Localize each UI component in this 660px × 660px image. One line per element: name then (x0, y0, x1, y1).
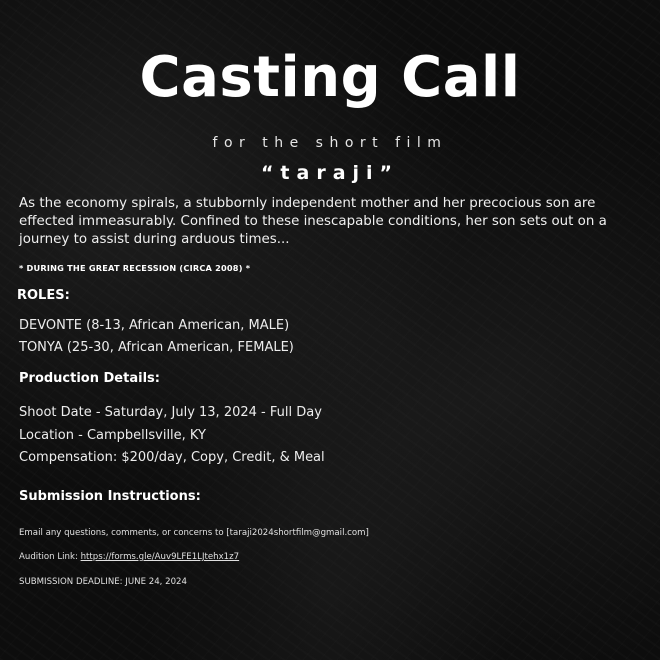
production-item-compensation: Compensation: $200/day, Copy, Credit, & Meal (19, 450, 325, 465)
audition-link[interactable]: https://forms.gle/Auv9LFE1LJtehx1z7 (80, 552, 240, 562)
production-item-shoot-date: Shoot Date - Saturday, July 13, 2024 - Full Day (19, 405, 322, 420)
synopsis: As the economy spirals, a stubbornly independent mother and her precocious son are effected immeasurably. Confined to these inescapable conditions, her son sets out on a journey to assist during arduous times... (19, 196, 607, 247)
film-name: “taraji” (260, 162, 400, 184)
poster-subtitle: for the short film (212, 135, 448, 151)
role-item: DEVONTE (8-13, African American, MALE) (19, 318, 290, 333)
poster-title: Casting Call (139, 45, 521, 110)
submission-deadline: SUBMISSION DEADLINE: JUNE 24, 2024 (19, 577, 187, 587)
email-instructions: Email any questions, comments, or concerns to [taraji2024shortfilm@gmail.com] (19, 528, 369, 538)
production-item-location: Location - Campbellsville, KY (19, 428, 206, 443)
audition-label: Audition Link: (19, 552, 81, 562)
audition-line (19, 552, 239, 562)
roles-heading: ROLES: (17, 288, 70, 303)
role-item: TONYA (25-30, African American, FEMALE) (19, 340, 294, 355)
production-heading: Production Details: (19, 371, 160, 386)
era-note: * DURING THE GREAT RECESSION (CIRCA 2008) * (19, 263, 251, 273)
submission-heading: Submission Instructions: (19, 489, 201, 504)
